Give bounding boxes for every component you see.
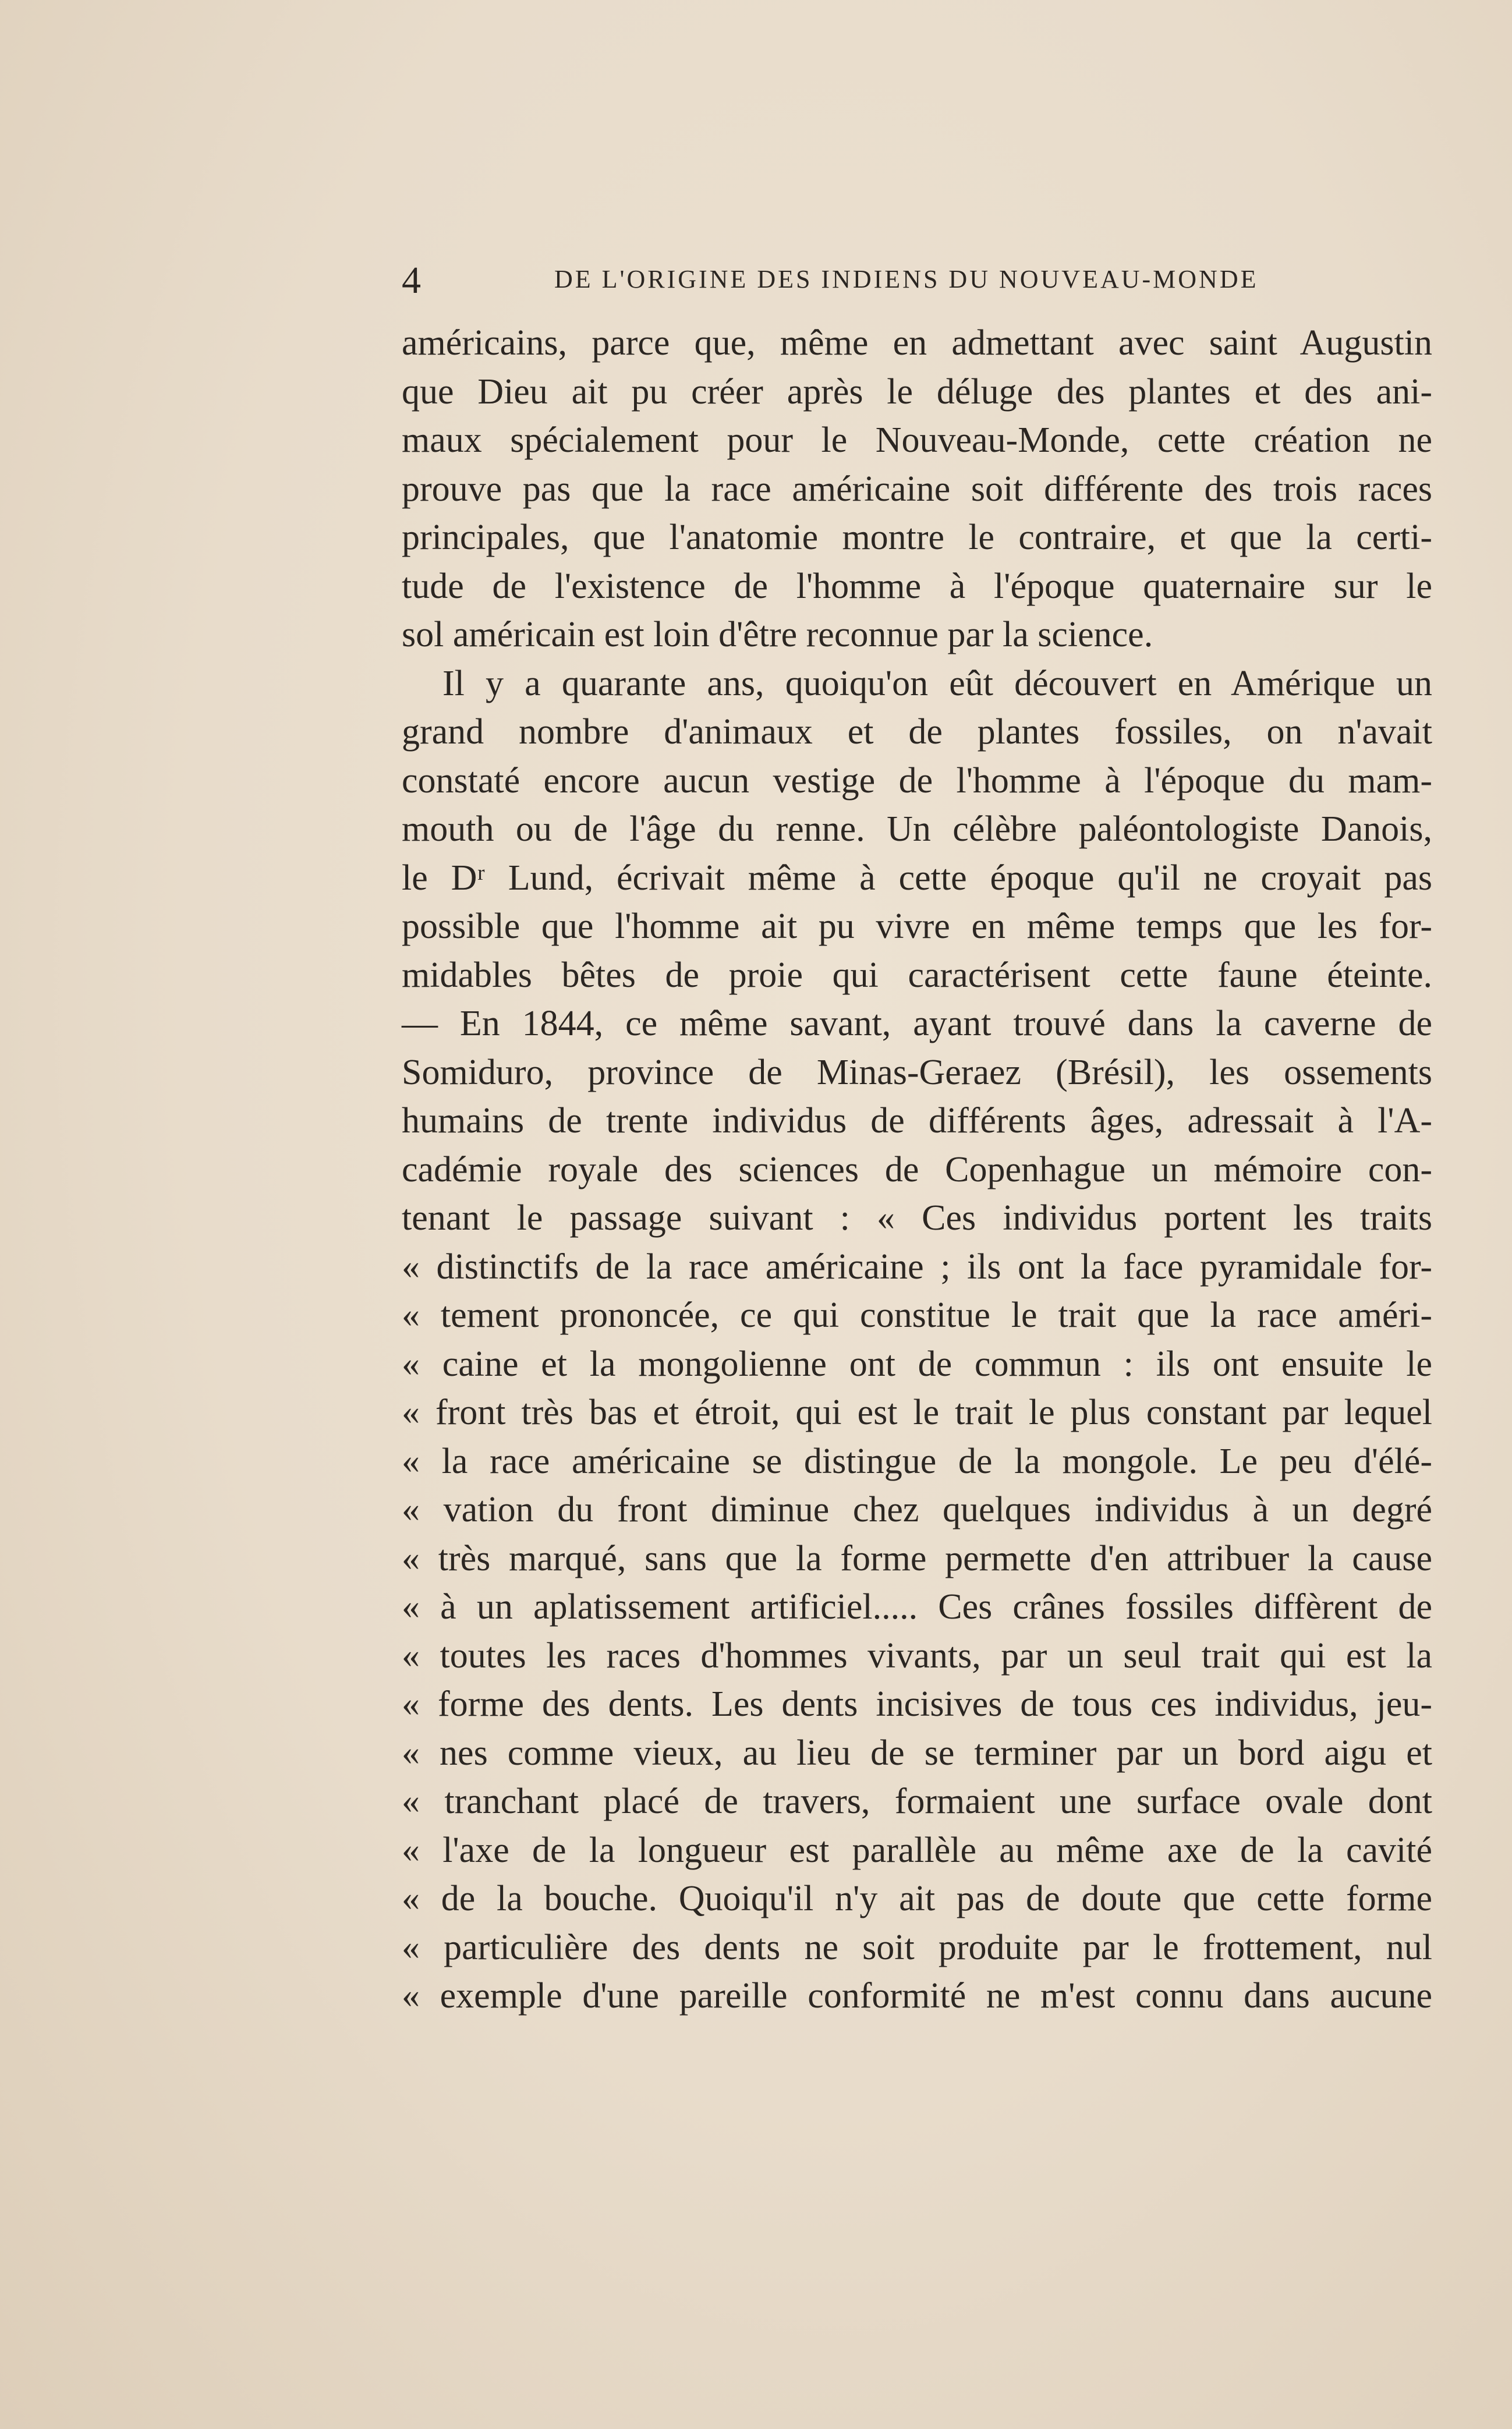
text-line: « toutes les races d'hommes vivants, par un seul trait qui est la [402,1635,1432,1676]
text-line: Il y a quarante ans, quoiqu'on eût découvert en Amérique un [442,663,1432,703]
page-number: 4 [402,259,421,302]
text-line: constaté encore aucun vestige de l'homme à l'époque du mam- [402,760,1432,801]
text-line: grand nombre d'animaux et de plantes fossiles, on n'avait [402,712,1432,752]
text-line: maux spécialement pour le Nouveau-Monde, cette création ne [402,420,1432,460]
text-line: américains, parce que, même en admettant avec saint Augustin [402,323,1432,363]
text-line: « caine et la mongolienne ont de commun : ils ont ensuite le [402,1344,1432,1384]
text-line: « front très bas et étroit, qui est le trait le plus constant par lequel [402,1393,1432,1432]
running-title: DE L'ORIGINE DES INDIENS DU NOUVEAU-MONDE [554,265,1259,293]
text-line: principales, que l'anatomie montre le contraire, et que la certi- [402,518,1432,557]
text-line: humains de trente individus de différents âges, adressait à l'A- [402,1101,1432,1141]
text-line: — En 1844, ce même savant, ayant trouvé dans la caverne de [402,1004,1432,1043]
text-line: mouth ou de l'âge du renne. Un célèbre paléontologiste Danois, [402,809,1432,849]
text-line: sol américain est loin d'être reconnue par la science. [402,615,1153,654]
text-line: possible que l'homme ait pu vivre en même temps que les for- [402,907,1432,946]
text-line: « très marqué, sans que la forme permette d'en attribuer la cause [402,1538,1432,1578]
page-header [402,256,1432,303]
text-line: Somiduro, province de Minas-Geraez (Brésil), les ossements [402,1052,1432,1092]
text-line: midables bêtes de proie qui caractérisent cette faune éteinte. [402,955,1432,995]
text-line: « particulière des dents ne soit produite par le frottement, nul [402,1927,1432,1967]
text-line: « tranchant placé de travers, formaient une surface ovale dont [402,1782,1432,1821]
text-line: que Dieu ait pu créer après le déluge des plantes et des ani- [402,371,1432,412]
text-line: « exemple d'une pareille conformité ne m'est connu dans aucune [402,1976,1432,2016]
text-line: « à un aplatissement artificiel..... Ces crânes fossiles diffèrent de [402,1587,1432,1627]
text-line: « l'axe de la longueur est parallèle au même axe de la cavité [402,1830,1432,1870]
text-line: « tement prononcée, ce qui constitue le trait que la race améri- [402,1295,1432,1335]
text-line: « nes comme vieux, au lieu de se terminer par un bord aigu et [402,1733,1432,1773]
text-line: le Dʳ Lund, écrivait même à cette époque qu'il ne croyait pas [402,858,1432,898]
text-line: prouve pas que la race américaine soit différente des trois races [402,469,1432,509]
text-line: « vation du front diminue chez quelques individus à un degré [402,1490,1432,1529]
text-line: tude de l'existence de l'homme à l'époque quaternaire sur le [402,566,1432,606]
text-line: « distinctifs de la race américaine ; ils ont la face pyramidale for- [402,1247,1432,1287]
text-line: « la race américaine se distingue de la mongole. Le peu d'élé- [402,1441,1432,1481]
text-line: tenant le passage suivant : « Ces individus portent les traits [402,1198,1432,1238]
text-line: cadémie royale des sciences de Copenhague un mémoire con- [402,1149,1432,1189]
text-line: « forme des dents. Les dents incisives de tous ces individus, jeu- [402,1684,1432,1724]
body-text [402,319,1432,2021]
text-line: « de la bouche. Quoiqu'il n'y ait pas de doute que cette forme [402,1879,1432,1918]
